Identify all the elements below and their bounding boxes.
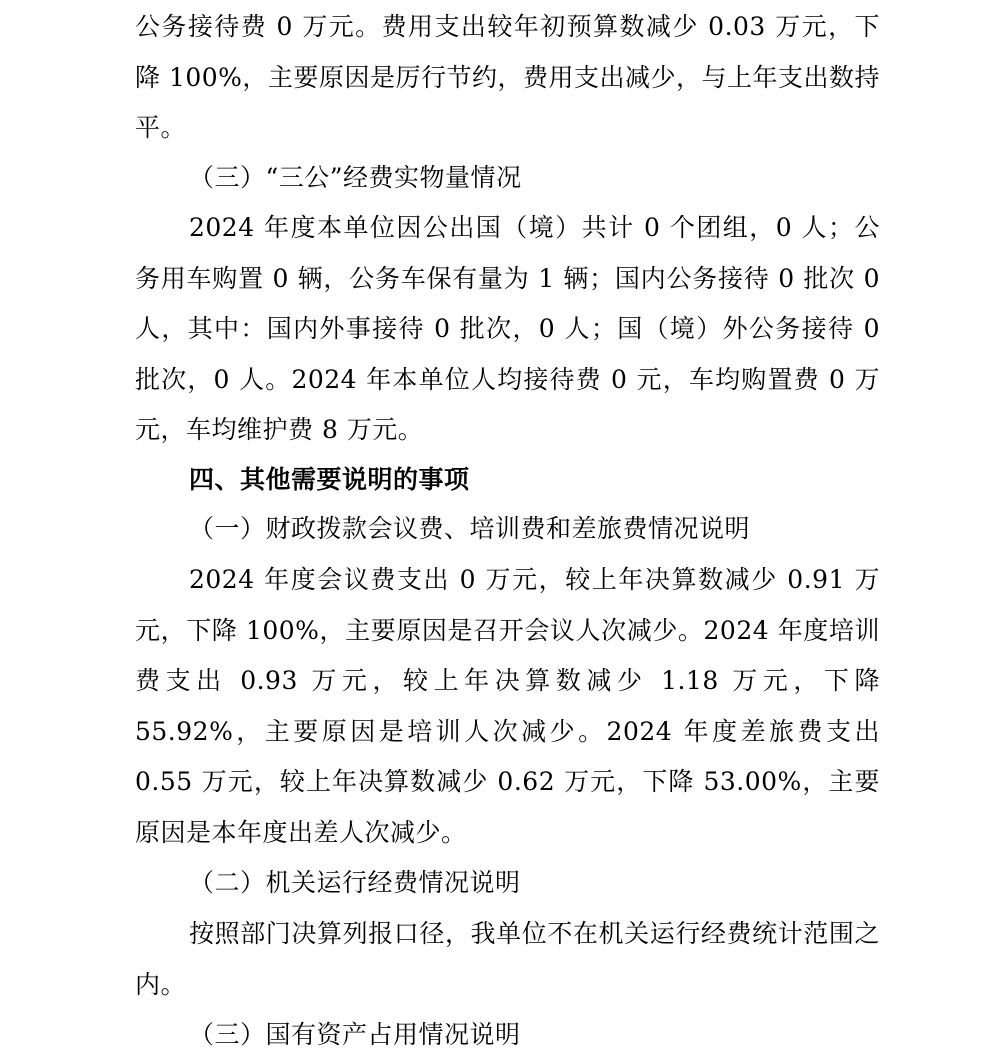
section-heading-state-assets: （三）国有资产占用情况说明	[189, 1020, 521, 1049]
paragraph-sangong-physical-quantity: 2024 年度本单位因公出国（境）共计 0 个团组，0 人；公务用车购置 0 辆，公务车保有量为 1 辆；国内公务接待 0 批次 0 人，其中：国内外事接待 0 批次，0 人；国（境）外公务接待 0 批次，0 人。2024 年本单位人均接待费 0 元，车均购置费 0 万元，车均维护费 8 万元。	[135, 213, 880, 445]
section-heading-other-matters: 四、其他需要说明的事项	[189, 465, 470, 494]
section-heading-meeting-training-travel: （一）财政拨款会议费、培训费和差旅费情况说明	[189, 514, 751, 543]
section-heading-sangong-physical-quantity: （三）“三公”经费实物量情况	[189, 163, 522, 192]
section-heading-operating-expenses: （二）机关运行经费情况说明	[189, 868, 521, 897]
paragraph-reception-expense: 公务接待费 0 万元。费用支出较年初预算数减少 0.03 万元，下降 100%，主要原因是厉行节约，费用支出减少，与上年支出数持平。	[135, 12, 880, 143]
paragraph-operating-expenses: 按照部门决算列报口径，我单位不在机关运行经费统计范围之内。	[135, 919, 880, 999]
paragraph-meeting-training-travel: 2024 年度会议费支出 0 万元，较上年决算数减少 0.91 万元，下降 100%，主要原因是召开会议人次减少。2024 年度培训费支出 0.93 万元，较上年决算数减少 1.18 万元，下降 55.92%，主要原因是培训人次减少。2024 年度差旅费支出 0.55 万元，较上年决算数减少 0.62 万元，下降 53.00%，主要原因是本年度出差人次减少。	[135, 565, 880, 847]
